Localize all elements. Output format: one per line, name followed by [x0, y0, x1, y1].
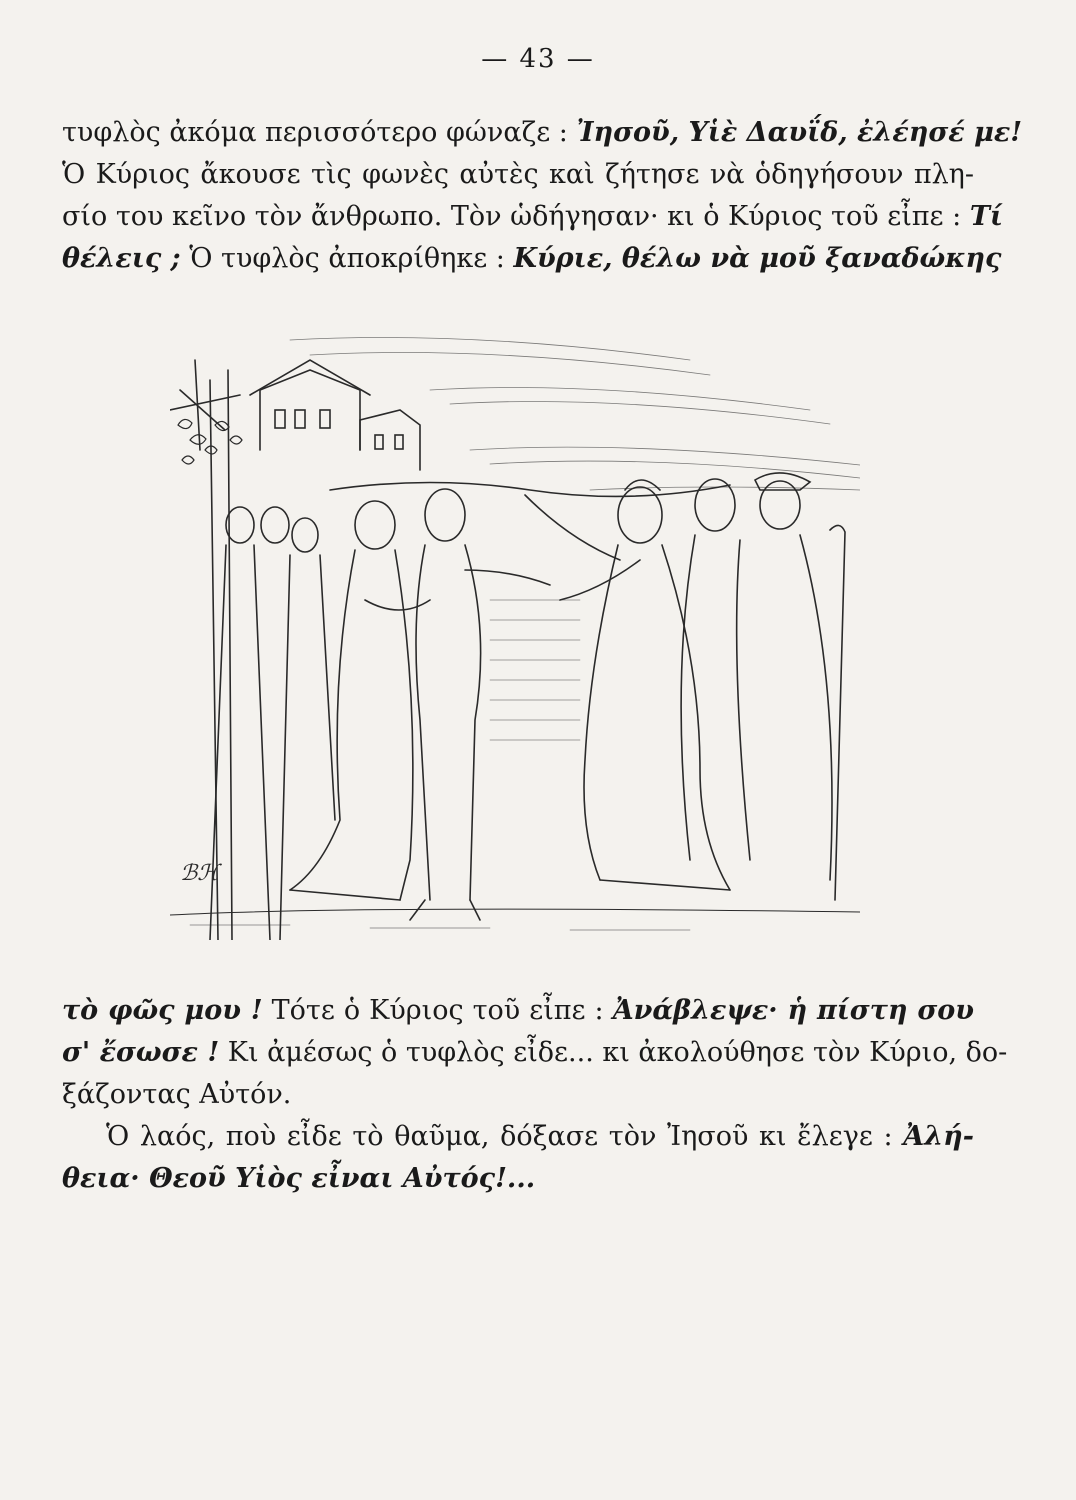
quoted-speech: θέλεις ; — [62, 243, 181, 274]
text-line — [62, 112, 1023, 154]
quoted-speech: Κύριε, θέλω νὰ μοῦ ξαναδώκης — [513, 243, 1002, 274]
text-span: σίο του κεῖνο τὸν ἄνθρωπο. Τὸν ὡδήγησαν· κι ὁ Κύριος τοῦ εἶπε : — [62, 201, 962, 232]
text-line — [62, 238, 1002, 280]
engraving-illustration — [170, 300, 860, 940]
paragraph-bottom — [62, 990, 1008, 1200]
quoted-speech: Τί — [969, 201, 1003, 232]
quoted-speech: τὸ φῶς μου ! — [62, 995, 263, 1026]
text-line — [62, 990, 974, 1032]
page-number: — 43 — — [481, 44, 595, 74]
text-span: τυφλὸς ἀκόμα περισσότερο φώναζε : — [62, 117, 568, 148]
text-span: Τότε ὁ Κύριος τοῦ εἶπε : — [271, 995, 604, 1026]
text-span: Ὁ τυφλὸς ἀποκρίθηκε : — [189, 243, 505, 274]
artist-signature: ℬℋ — [180, 861, 220, 886]
quoted-speech: σ' ἔσωσε ! — [62, 1037, 220, 1068]
text-line: ξάζοντας Αὐτόν. — [62, 1079, 292, 1110]
text-line — [62, 1116, 974, 1158]
quoted-speech: Ἀνάβλεψε· ἡ πίστη σου — [612, 995, 975, 1026]
quoted-speech: Ἀλή- — [903, 1121, 974, 1152]
text-span: Κι ἀμέσως ὁ τυφλὸς εἶδε... κι ἀκολούθησε τὸν Κύριο, δο- — [227, 1037, 1008, 1068]
quoted-speech: Ἰησοῦ, Υἱὲ Δαυΐδ, ἐλέησέ με! — [576, 117, 1023, 148]
text-line — [62, 1158, 974, 1200]
text-line — [62, 1032, 1008, 1074]
text-line: Ὁ Κύριος ἄκουσε τὶς φωνὲς αὐτὲς καὶ ζήτησε νὰ ὁδηγήσουν πλη- — [62, 159, 974, 190]
paragraph-top — [62, 112, 1023, 280]
text-line — [62, 196, 1003, 238]
text-span: Ὁ λαός, ποὺ εἶδε τὸ θαῦμα, δόξασε τὸν Ἰησοῦ κι ἔλεγε : — [106, 1121, 893, 1152]
quoted-speech: θεια· Θεοῦ Υἱὸς εἶναι Αὐτός!... — [62, 1163, 536, 1194]
